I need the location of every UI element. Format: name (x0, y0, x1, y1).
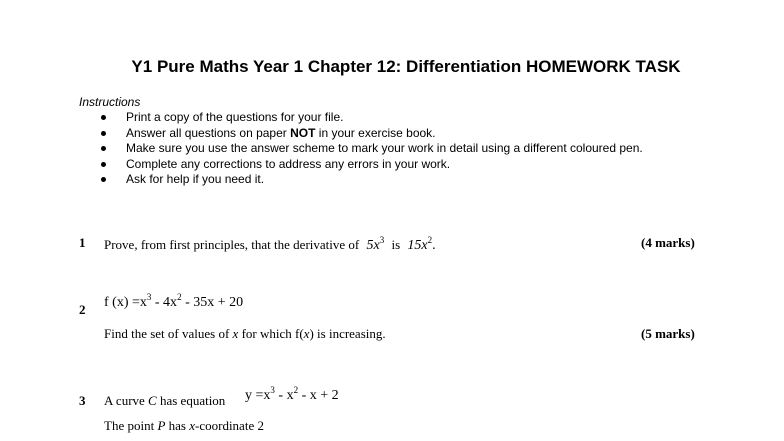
question-3-text (104, 393, 225, 409)
instruction-text: Make sure you use the answer scheme to mark your work in detail using a different coloured pen. (126, 141, 643, 155)
instruction-text: Print a copy of the questions for your file. (126, 110, 344, 124)
function-exponent: 3 (146, 292, 152, 302)
question-1-marks: (4 marks) (641, 235, 695, 250)
variable: x (232, 326, 239, 341)
instruction-text: Complete any corrections to address any errors in your work. (126, 156, 451, 171)
function-part: - 35x + 20 (181, 295, 244, 310)
instructions-heading: Instructions (79, 95, 141, 109)
question-3-equation (245, 385, 339, 404)
variable: C (148, 393, 157, 408)
instruction-bold: NOT (290, 125, 316, 140)
equation-exponent: 3 (270, 385, 275, 395)
bullet-icon (101, 162, 106, 167)
equation-part: - x (274, 388, 294, 403)
expr-base: 5x (366, 238, 380, 253)
equation-part: - x + 2 (298, 388, 339, 403)
text-part: -coordinate 2 (195, 418, 264, 433)
function-exponent: 2 (177, 292, 182, 302)
instructions-list (101, 110, 643, 188)
function-part: f (x) =x (104, 295, 147, 310)
instruction-item (101, 157, 643, 173)
variable: x (189, 418, 196, 433)
instruction-item (101, 141, 643, 157)
question-1-text (104, 235, 436, 254)
instruction-text: Answer all questions on paper (126, 125, 291, 140)
expr-exponent: 2 (427, 235, 433, 245)
function-part: - 4x (151, 295, 178, 310)
text-part: A curve (104, 393, 149, 408)
question-2-text (104, 326, 386, 342)
expr-period: . (432, 238, 436, 253)
bullet-icon (101, 115, 106, 120)
instruction-item (101, 126, 643, 142)
expr-exponent: 3 (379, 235, 385, 245)
text-part: has (165, 418, 190, 433)
question-1-number: 1 (79, 235, 86, 250)
text-part: Find the set of values of (104, 326, 233, 341)
bullet-icon (101, 131, 106, 136)
variable: x (303, 326, 310, 341)
instruction-item (101, 110, 643, 126)
equation-exponent: 2 (293, 385, 299, 395)
question-1-prompt: Prove, from first principles, that the derivative of (104, 237, 360, 252)
question-3-number: 3 (79, 393, 86, 408)
variable: P (157, 418, 166, 433)
equation-part: y =x (245, 388, 271, 403)
question-2-function (104, 292, 243, 311)
text-part: has equation (156, 393, 226, 408)
question-1-expr-a (366, 235, 385, 253)
bullet-icon (101, 146, 106, 151)
question-1-is: is (391, 237, 401, 252)
instruction-item (101, 172, 643, 188)
question-3-line-2 (104, 418, 264, 434)
instruction-text-after: in your exercise book. (315, 125, 436, 140)
page-title: Y1 Pure Maths Year 1 Chapter 12: Differentiation HOMEWORK TASK (131, 57, 681, 76)
text-part: ) is increasing. (309, 326, 386, 341)
question-1-expr-b (407, 235, 436, 253)
question-2-number: 2 (79, 302, 86, 317)
text-part: The point (104, 418, 158, 433)
bullet-icon (101, 177, 106, 182)
text-part: for which f( (238, 326, 304, 341)
instruction-text: Ask for help if you need it. (126, 172, 265, 186)
question-2-marks: (5 marks) (641, 326, 695, 341)
expr-base: 15x (407, 238, 428, 253)
